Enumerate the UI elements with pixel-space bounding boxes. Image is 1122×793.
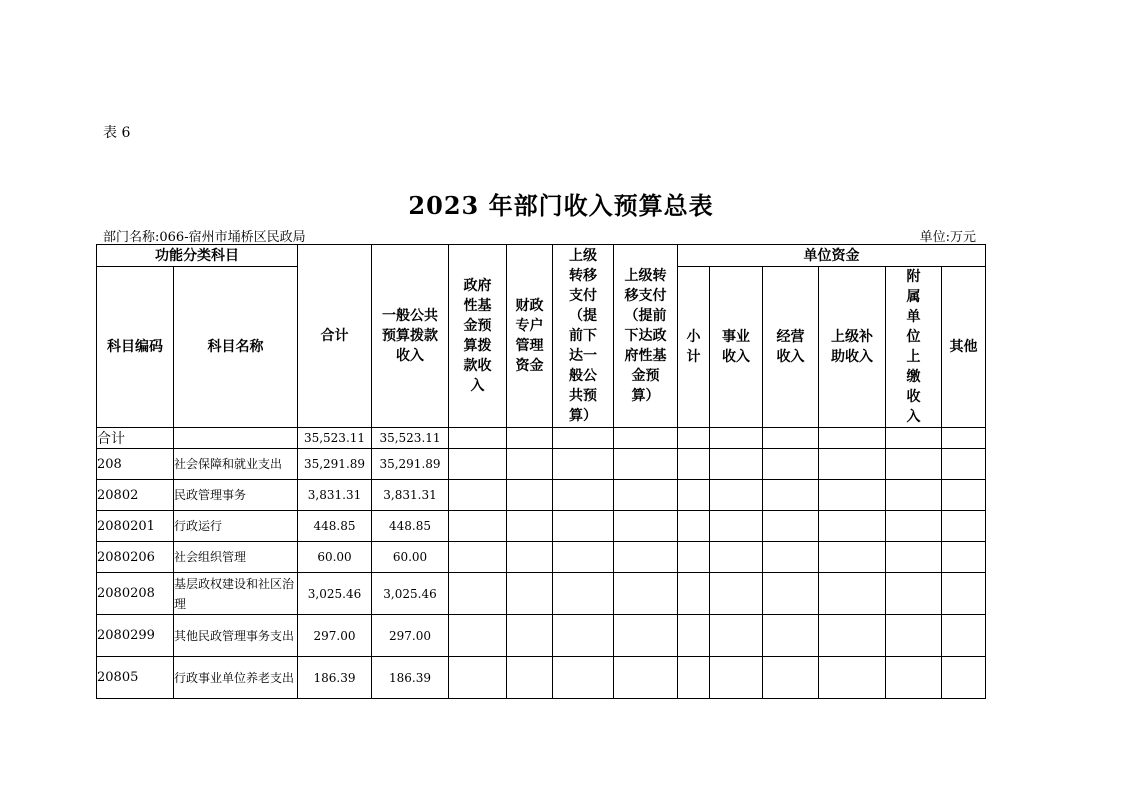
row-name: 行政运行	[174, 511, 298, 542]
row-code: 2080208	[97, 573, 174, 615]
row-name: 基层政权建设和社区治理	[174, 573, 298, 615]
row-code: 2080299	[97, 615, 174, 657]
row-code: 2080201	[97, 511, 174, 542]
table-row	[97, 449, 986, 480]
header-unit-funds: 单位资金	[678, 245, 986, 267]
row-name: 行政事业单位养老支出	[174, 657, 298, 699]
header-name: 科目名称	[174, 267, 298, 428]
table-row	[97, 511, 986, 542]
row-general: 60.00	[372, 542, 449, 573]
row-total: 35,523.11	[298, 428, 372, 449]
row-general: 186.39	[372, 657, 449, 699]
header-operating-income: 经营收入	[763, 267, 819, 428]
table-row	[97, 615, 986, 657]
row-total: 3,831.31	[298, 480, 372, 511]
row-general: 448.85	[372, 511, 449, 542]
department-name: 部门名称:066-宿州市埇桥区民政局	[103, 230, 306, 245]
row-general: 35,523.11	[372, 428, 449, 449]
row-code: 208	[97, 449, 174, 480]
table-number: 表 6	[103, 125, 131, 141]
header-func-group: 功能分类科目	[97, 245, 298, 267]
table-row	[97, 480, 986, 511]
row-general: 3,025.46	[372, 573, 449, 615]
header-subtotal: 小计	[678, 267, 710, 428]
row-code: 20802	[97, 480, 174, 511]
row-total: 448.85	[298, 511, 372, 542]
row-total: 186.39	[298, 657, 372, 699]
header-general-budget: 一般公共预算拨款收入	[372, 245, 449, 428]
page-title: 2023 年部门收入预算总表	[408, 191, 714, 220]
budget-table	[96, 244, 986, 699]
row-code: 2080206	[97, 542, 174, 573]
header-gov-fund: 政府性基金预算拨款收入	[449, 245, 507, 428]
header-transfer-fund: 上级转移支付（提前下达政府性基金预算）	[614, 245, 678, 428]
table-row	[97, 542, 986, 573]
row-name: 社会保障和就业支出	[174, 449, 298, 480]
row-name: 社会组织管理	[174, 542, 298, 573]
row-name	[174, 428, 298, 449]
row-code: 合计	[97, 428, 174, 449]
header-code: 科目编码	[97, 267, 174, 428]
table-row	[97, 573, 986, 615]
row-total: 3,025.46	[298, 573, 372, 615]
row-code: 20805	[97, 657, 174, 699]
table-row	[97, 428, 986, 449]
row-total: 297.00	[298, 615, 372, 657]
row-total: 35,291.89	[298, 449, 372, 480]
row-general: 35,291.89	[372, 449, 449, 480]
row-general: 297.00	[372, 615, 449, 657]
unit-label: 单位:万元	[919, 230, 976, 245]
header-total: 合计	[298, 245, 372, 428]
header-business-income: 事业收入	[710, 267, 763, 428]
header-superior-subsidy: 上级补助收入	[819, 267, 886, 428]
header-fiscal-special: 财政专户管理资金	[507, 245, 553, 428]
header-other: 其他	[942, 267, 986, 428]
row-name: 其他民政管理事务支出	[174, 615, 298, 657]
row-name: 民政管理事务	[174, 480, 298, 511]
table-row	[97, 657, 986, 699]
header-transfer-general: 上级转移支付（提前下达一般公共预算）	[553, 245, 614, 428]
header-affiliated-income: 附属单位上缴收入	[886, 267, 942, 428]
row-total: 60.00	[298, 542, 372, 573]
row-general: 3,831.31	[372, 480, 449, 511]
